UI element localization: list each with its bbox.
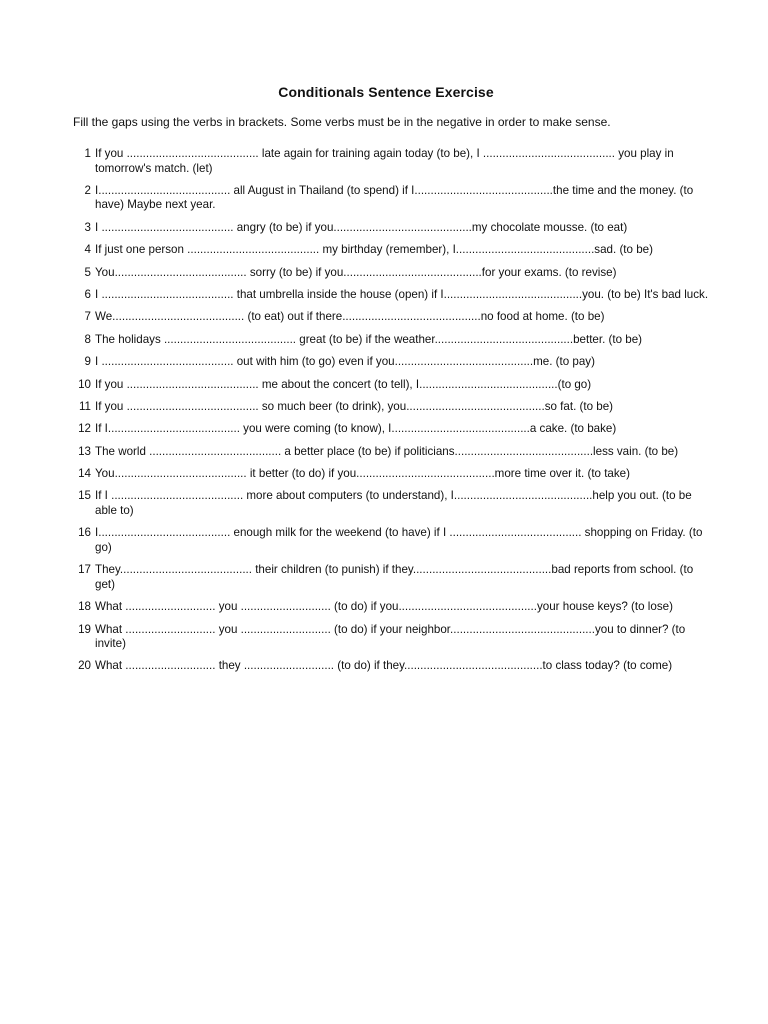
item-number: 13 [78,444,91,458]
item-text: I......................................... enough milk for the weekend (to have) if I ......................................... shopping on Friday. (to go) [95,526,703,554]
item-text: If I......................................... you were coming (to know), I...........................................a cake. (to bake) [95,422,617,436]
exercise-item [60,288,710,303]
exercise-item [60,333,710,348]
item-number: 14 [78,467,91,481]
exercise-item [60,378,710,393]
exercise-item [60,563,710,592]
item-text: If you ......................................... me about the concert (to tell), I...........................................(to go) [95,377,592,391]
item-text: What ............................ you ............................ (to do) if you...........................................your house keys? (to lose) [95,600,673,614]
exercise-item [60,489,710,518]
exercise-item [60,243,710,258]
exercise-item [60,147,710,176]
item-number: 8 [84,332,91,346]
exercise-item [60,266,710,281]
exercise-item [60,400,710,415]
page-title: Conditionals Sentence Exercise [278,84,494,100]
exercise-list [60,147,710,682]
item-number: 6 [84,287,91,301]
item-number: 5 [84,265,91,279]
item-text: We......................................... (to eat) out if there...........................................no food at home. (to be) [95,310,605,324]
exercise-item [60,221,710,236]
item-text: You......................................... it better (to do) if you...........................................more time over it. (to take) [95,467,630,481]
item-number: 10 [78,377,91,391]
item-number: 3 [84,220,91,234]
exercise-item [60,184,710,213]
item-number: 20 [78,659,91,673]
item-number: 7 [84,310,91,324]
item-number: 19 [78,622,91,636]
item-text: I ......................................... angry (to be) if you...........................................my chocolate mousse. (to eat) [95,220,628,234]
item-text: I ......................................... that umbrella inside the house (open) if I...........................................you. (to be) It's bad luck. [95,287,709,301]
item-number: 4 [84,243,91,257]
exercise-item [60,422,710,437]
exercise-item [60,659,710,674]
item-number: 17 [78,563,91,577]
exercise-item [60,623,710,652]
item-text: If you ......................................... so much beer (to drink), you...........................................so fat. (to be) [95,399,614,413]
item-text: The world ......................................... a better place (to be) if politicians...........................................less vain. (to be) [95,444,679,458]
item-text: I ......................................... out with him (to go) even if you...........................................me. (to pay) [95,355,595,369]
exercise-item [60,526,710,555]
exercise-item [60,310,710,325]
item-text: If you ......................................... late again for training again today (to be), I ......................................... you play in tomorrow's match. (let) [95,147,674,175]
item-number: 16 [78,526,91,540]
item-text: What ............................ you ............................ (to do) if your neighbor.............................................you to dinner? (to invite) [95,622,686,651]
item-number: 9 [84,355,91,369]
item-number: 2 [84,183,91,197]
item-text: If just one person ......................................... my birthday (remember), I...........................................sad. (to be) [95,243,653,257]
item-number: 11 [78,399,91,413]
item-number: 12 [78,422,91,436]
instructions: Fill the gaps using the verbs in brackets. Some verbs must be in the negative in order to make sense. [73,115,611,129]
exercise-item [60,355,710,370]
item-text: They......................................... their children (to punish) if they...........................................bad reports from school. (to get) [95,563,694,591]
exercise-item [60,467,710,482]
item-number: 15 [78,489,91,503]
item-text: You......................................... sorry (to be) if you...........................................for your exams. (to revise) [95,265,617,279]
item-text: What ............................ they ............................ (to do) if they...........................................to class today? (to come) [95,659,673,673]
item-text: If I ......................................... more about computers (to understand), I...........................................help you out. (to be able to) [95,489,692,517]
exercise-item [60,600,710,615]
item-text: I......................................... all August in Thailand (to spend) if I...........................................the time and the money. (to have) Maybe next year. [95,183,694,212]
item-number: 1 [84,147,91,160]
item-text: The holidays ......................................... great (to be) if the weather...........................................better. (to be) [95,332,643,346]
item-number: 18 [78,600,91,614]
exercise-item [60,445,710,460]
